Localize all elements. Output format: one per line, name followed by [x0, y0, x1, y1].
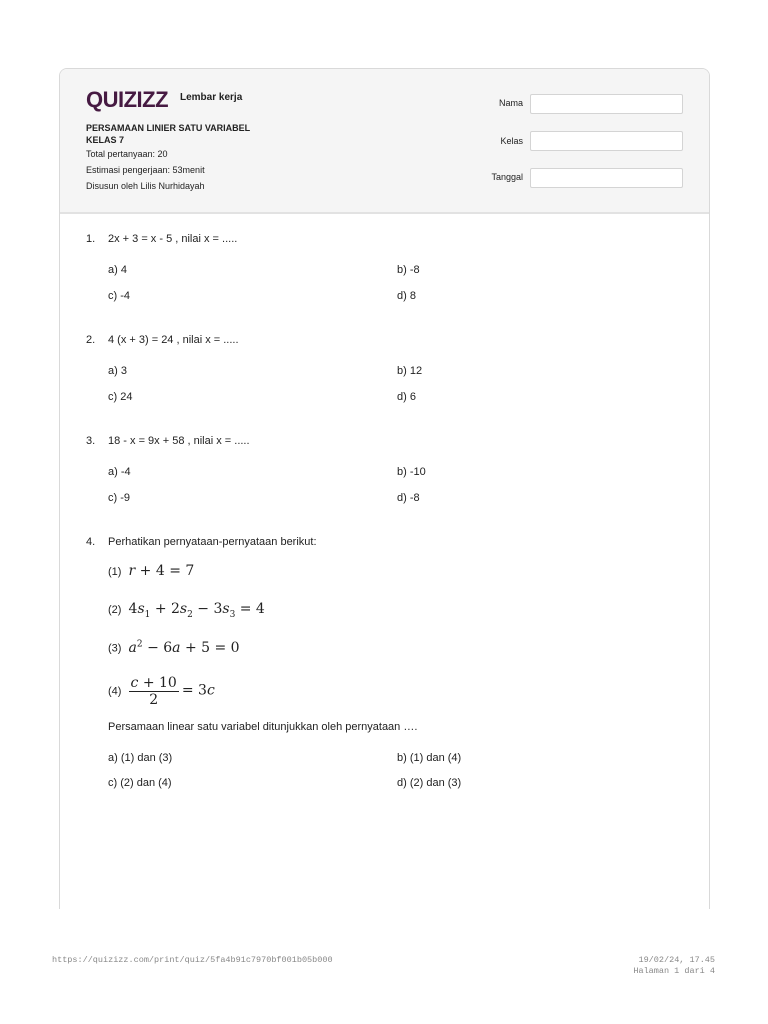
quiz-title	[86, 122, 250, 146]
statement-2	[108, 601, 265, 620]
option-c: c) 24	[108, 391, 133, 403]
statement-3-label: (3)	[108, 642, 122, 655]
quiz-title-line2: KELAS 7	[86, 135, 125, 145]
option-b: b) -8	[397, 264, 420, 276]
equation-4-fraction: $\frac{c + 10}{2}$	[130, 675, 177, 708]
equation-1: r + 4 = 7	[128, 563, 195, 579]
question-text: 18 - x = 9x + 58 , nilai x = .....	[108, 435, 250, 447]
option-d: d) 8	[397, 290, 416, 302]
worksheet-label: Lembar kerja	[180, 92, 243, 103]
quizizz-logo: QUIZIZZ	[86, 87, 169, 112]
author: Disusun oleh Lilis Nurhidayah	[86, 181, 205, 191]
option-d: d) -8	[397, 492, 420, 504]
footer-url[interactable]: https://quizizz.com/print/quiz/5fa4b91c7970bf001b05b000	[52, 955, 333, 965]
option-d: d) (2) dan (3)	[397, 777, 462, 789]
quiz-title-line1: PERSAMAAN LINIER SATU VARIABEL	[86, 123, 251, 133]
option-a: a) (1) dan (3)	[108, 752, 173, 764]
name-label: Nama	[498, 98, 523, 108]
statement-4-label: (4)	[108, 685, 122, 698]
equation-4-rhs: = 3c	[181, 682, 215, 699]
question-number: 1.	[86, 233, 96, 245]
option-d: d) 6	[397, 391, 416, 403]
option-c: c) (2) dan (4)	[108, 777, 172, 789]
question-number: 4.	[86, 536, 96, 548]
statement-1	[108, 563, 194, 579]
question-text: 4 (x + 3) = 24 , nilai x = .....	[108, 334, 239, 346]
class-field[interactable]	[530, 131, 683, 151]
statement-3	[108, 639, 240, 656]
option-b: b) 12	[397, 365, 423, 377]
option-c: c) -4	[108, 290, 130, 302]
footer-page: Halaman 1 dari 4	[633, 966, 715, 976]
name-field[interactable]	[530, 94, 683, 114]
class-label: Kelas	[500, 136, 523, 146]
option-b: b) (1) dan (4)	[397, 752, 462, 764]
option-c: c) -9	[108, 492, 130, 504]
equation-3: $a^2 - 6a + 5 = 0$	[128, 639, 240, 656]
footer-date: 19/02/24, 17.45	[638, 955, 715, 965]
option-a: a) 4	[108, 264, 127, 276]
equation-2: $4s_1 + 2s_2 - 3s_3 = 4$	[128, 601, 265, 620]
option-b: b) -10	[397, 466, 426, 478]
statement-4	[108, 675, 215, 708]
statement-2-label: (2)	[108, 604, 122, 616]
question-text: Perhatikan pernyataan-pernyataan berikut:	[108, 536, 317, 548]
statement-1-label: (1)	[108, 566, 122, 578]
estimated-time: Estimasi pengerjaan: 53menit	[86, 165, 205, 175]
date-field[interactable]	[530, 168, 683, 188]
option-a: a) 3	[108, 365, 127, 377]
date-label: Tanggal	[491, 172, 523, 182]
total-questions: Total pertanyaan: 20	[86, 149, 168, 159]
question-text: 2x + 3 = x - 5 , nilai x = .....	[108, 233, 238, 245]
question-followup: Persamaan linear satu variabel ditunjukkan oleh pernyataan ….	[108, 721, 418, 733]
worksheet-header	[60, 69, 709, 214]
question-number: 3.	[86, 435, 96, 447]
question-number: 2.	[86, 334, 96, 346]
option-a: a) -4	[108, 466, 131, 478]
